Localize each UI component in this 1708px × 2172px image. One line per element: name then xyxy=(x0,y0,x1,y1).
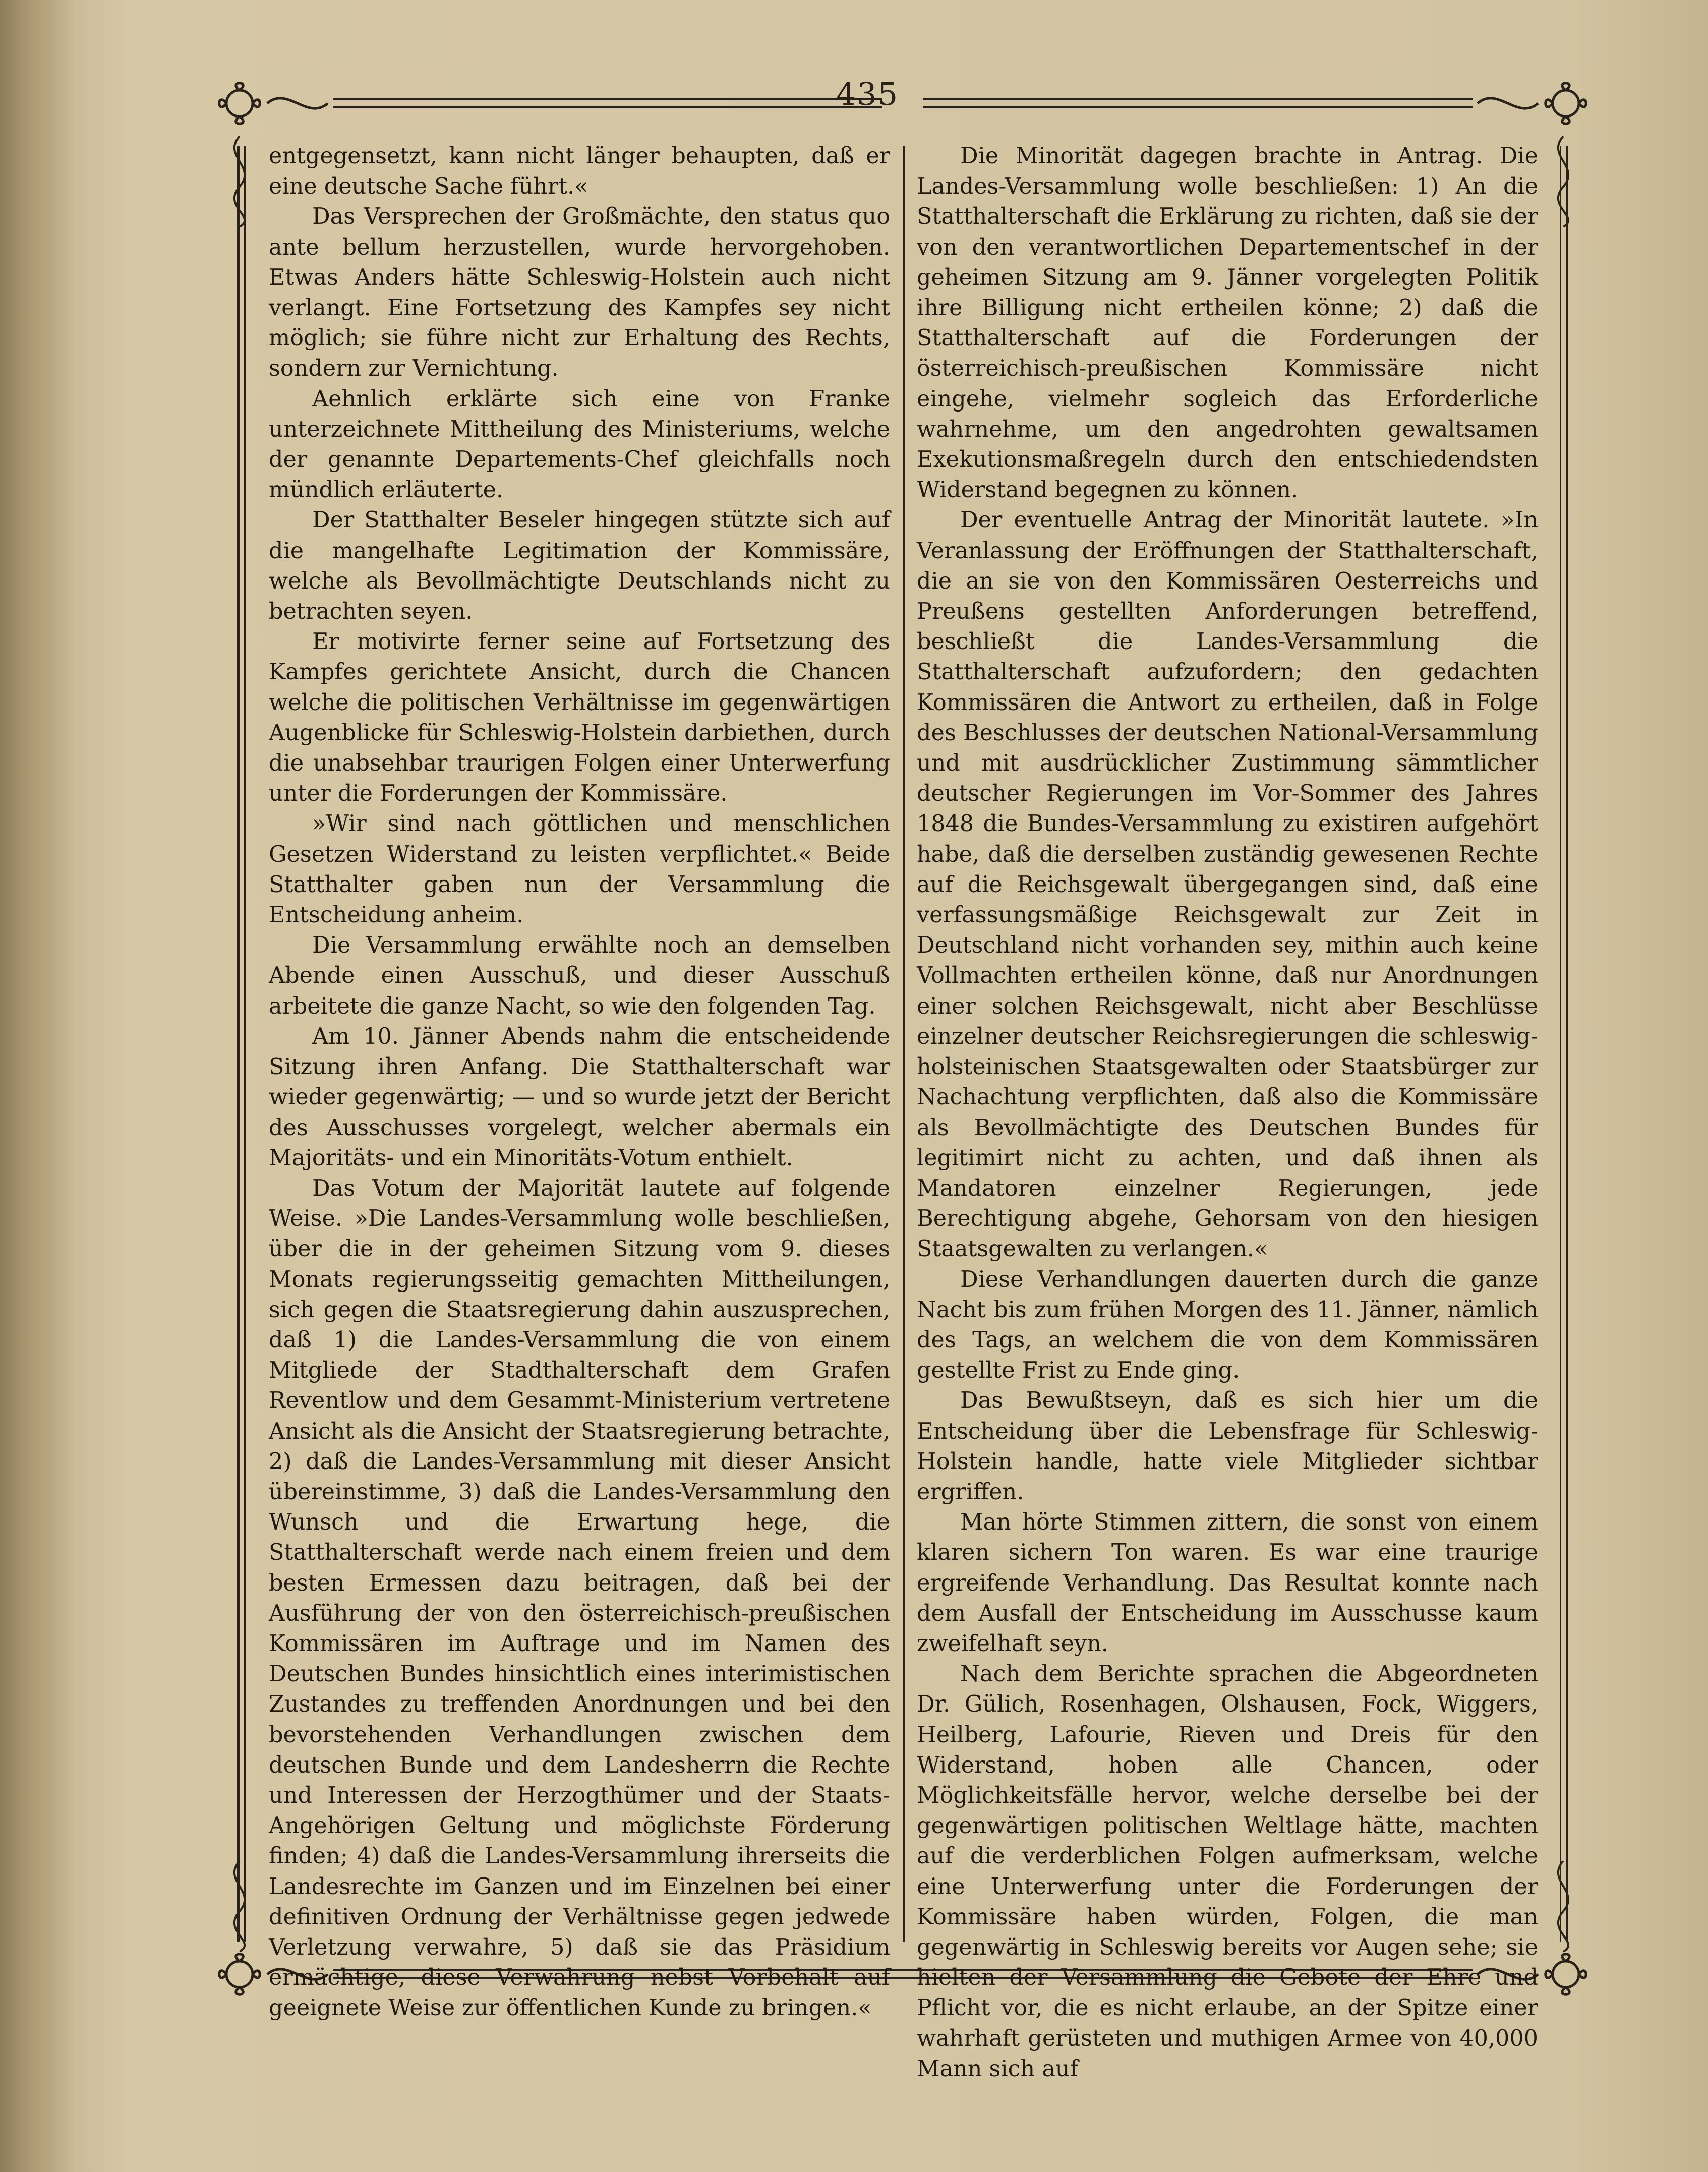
left-border-line xyxy=(237,146,240,1942)
left-bottom-side-ornament xyxy=(217,1861,262,1952)
paragraph: entgegensetzt, kann nicht länger behaupten, daß er eine deutsche Sache führt.« xyxy=(269,143,890,200)
paragraph: Er motivirte ferner seine auf Fortsetzung des Kampfes gerichtete Ansicht, durch die Chancen welche die politischen Verhältnisse im gegenwärtigen Augenblicke für Schleswig-Holstein darbiethen, durch die unabsehbar traurigen Folgen einer Unterwerfung unter die Forderungen der Kommissäre. xyxy=(269,629,890,807)
right-text-column xyxy=(917,141,1538,2082)
paragraph: Das Bewußtseyn, daß es sich hier um die Entscheidung über die Lebensfrage für Schleswig-Holstein handle, hatte viele Mitglieder sichtbar ergriffen. xyxy=(917,1388,1538,1505)
book-gutter xyxy=(0,0,76,2172)
right-border-line xyxy=(1560,146,1561,1942)
paragraph: Das Versprechen der Großmächte, den status quo ante bellum herzustellen, wurde hervorgehoben. Etwas Anders hätte Schleswig-Holstein auch nicht verlangt. Eine Fortsetzung des Kampfes sey nicht möglich; sie führe nicht zur Erhaltung des Rechts, sondern zur Vernichtung. xyxy=(269,204,890,382)
page-number: 435 xyxy=(836,76,899,112)
left-text-column xyxy=(269,141,890,2021)
paragraph: Nach dem Berichte sprachen die Abgeordneten Dr. Gülich, Rosenhagen, Olshausen, Fock, Wiggers, Heilberg, Lafourie, Rieven und Dreis für den Widerstand, hoben alle Chancen, oder Möglichkeitsfälle hervor, welche derselbe bei der gegenwärtigen politischen Weltlage hätte, machten auf die verderblichen Folgen aufmerksam, welche eine Unterwerfung unter die Forderungen der Kommissäre haben würden, Folgen, die man gegenwärtig in Schleswig bereits vor Augen sehe; sie hielten der Versammlung die Gebote der Ehre und Pflicht vor, die es nicht erlaube, an der Spitze einer wahrhaft gerüsteten und muthigen Armee von 40,000 Mann sich auf xyxy=(917,1661,1538,2082)
right-border-line-outer xyxy=(1566,146,1568,1942)
paragraph: Die Minorität dagegen brachte in Antrag. Die Landes-Versammlung wolle beschließen: 1) An die Statthalterschaft die Erklärung zu richten, daß sie der von den verantwortlichen Departementschef in der geheimen Sitzung am 9. Jänner vorgelegten Politik ihre Billigung nicht ertheilen könne; 2) daß die Statthalterschaft auf die Forderungen der österreichisch-preußischen Kommissäre nicht eingehe, vielmehr sogleich das Erforderliche wahrnehme, um den angedrohten gewaltsamen Exekutionsmaßregeln durch den entschiedendsten Widerstand begegnen zu können. xyxy=(917,143,1538,503)
paragraph: Aehnlich erklärte sich eine von Franke unterzeichnete Mittheilung des Ministeriums, welche der genannte Departements-Chef gleichfalls noch mündlich erläuterte. xyxy=(269,386,890,503)
center-divider-line xyxy=(903,146,905,1942)
paragraph: Am 10. Jänner Abends nahm die entscheidende Sitzung ihren Anfang. Die Statthalterschaft war wieder gegenwärtig; — und so wurde jetzt der Bericht des Ausschusses vorgelegt, welcher abermals ein Majoritäts- und ein Minoritäts-Votum enthielt. xyxy=(269,1023,890,1171)
left-side-ornament xyxy=(217,136,262,227)
left-border-line-inner xyxy=(244,146,246,1942)
paragraph: Der Statthalter Beseler hingegen stützte sich auf die mangelhafte Legitimation der Kommissäre, welche als Bevollmächtigte Deutschlands nicht zu betrachten seyen. xyxy=(269,507,890,625)
right-side-ornament xyxy=(1541,136,1586,227)
paragraph: Das Votum der Majorität lautete auf folgende Weise. »Die Landes-Versammlung wolle beschließen, über die in der geheimen Sitzung vom 9. dieses Monats regierungsseitig gemachten Mittheilungen, sich gegen die Staatsregierung dahin auszusprechen, daß 1) die Landes-Versammlung die von einem Mitgliede der Stadthalterschaft dem Grafen Reventlow und dem Gesammt-Ministerium vertretene Ansicht als die Ansicht der Staatsregierung betrachte, 2) daß die Landes-Versammlung mit dieser Ansicht übereinstimme, 3) daß die Landes-Versammlung den Wunsch und die Erwartung hege, die Statthalterschaft werde nach einem freien und dem besten Ermessen dazu beitragen, daß bei der Ausführung der von den österreichisch-preußischen Kommissären im Auftrage und im Namen des Deutschen Bundes hinsichtlich eines interimistischen Zustandes zu treffenden Anordnungen und bei den bevorstehenden Verhandlungen zwischen dem deutschen Bunde und dem Landesherrn die Rechte und Interessen der Herzogthümer und der Staats-Angehörigen Geltung und möglichste Förderung finden; 4) daß die Landes-Versammlung ihrerseits die Landesrechte im Ganzen und im Einzelnen bei einer definitiven Ordnung der Verhältnisse gegen jedwede Verletzung verwahre, 5) daß sie das Präsidium ermächtige, diese Verwahrung nebst Vorbehalt auf geeignete Weise zur öffentlichen Kunde zu bringen.« xyxy=(269,1175,890,2021)
paragraph: Der eventuelle Antrag der Minorität lautete. »In Veranlassung der Eröffnungen der Statthalterschaft, die an sie von den Kommissären Oesterreichs und Preußens gestellten Anforderungen betreffend, beschließt die Landes-Versammlung die Statthalterschaft aufzufordern; den gedachten Kommissären die Antwort zu ertheilen, daß in Folge des Beschlusses der deutschen National-Versammlung und mit ausdrücklicher Zustimmung sämmtlicher deutscher Regierungen im Vor-Sommer des Jahres 1848 die Bundes-Versammlung zu existiren aufgehört habe, daß die derselben zuständig gewesenen Rechte auf die Reichsgewalt übergegangen sind, daß eine verfassungsmäßige Reichsgewalt zur Zeit in Deutschland nicht vorhanden sey, mithin auch keine Vollmachten ertheilen könne, daß nur Anordnungen einer solchen Reichsgewalt, nicht aber Beschlüsse einzelner deutscher Reichsregierungen die schleswig-holsteinischen Staatsgewalten oder Staatsbürger zur Nachachtung verpflichten, daß also die Kommissäre als Bevollmächtigte des Deutschen Bundes für legitimirt nicht zu achten, und daß ihnen als Mandatoren einzelner Regierungen, jede Berechtigung abgehe, Gehorsam von den hiesigen Staatsgewalten zu verlangen.« xyxy=(917,507,1538,1262)
right-bottom-side-ornament xyxy=(1541,1861,1586,1952)
paragraph: »Wir sind nach göttlichen und menschlichen Gesetzen Widerstand zu leisten verpflichtet.« Beide Statthalter gaben nun der Versammlung die Entscheidung anheim. xyxy=(269,811,890,928)
paragraph: Man hörte Stimmen zittern, die sonst von einem klaren sichern Ton waren. Es war eine traurige ergreifende Verhandlung. Das Resultat konnte nach dem Ausfall der Entscheidung im Ausschusse kaum zweifelhaft seyn. xyxy=(917,1509,1538,1657)
paragraph: Die Versammlung erwählte noch an demselben Abende einen Ausschuß, und dieser Ausschuß arbeitete die ganze Nacht, so wie den folgenden Tag. xyxy=(269,932,890,1019)
paragraph: Diese Verhandlungen dauerten durch die ganze Nacht bis zum frühen Morgen des 11. Jänner, nämlich des Tags, an welchem die von dem Kommissären gestellte Frist zu Ende ging. xyxy=(917,1266,1538,1384)
